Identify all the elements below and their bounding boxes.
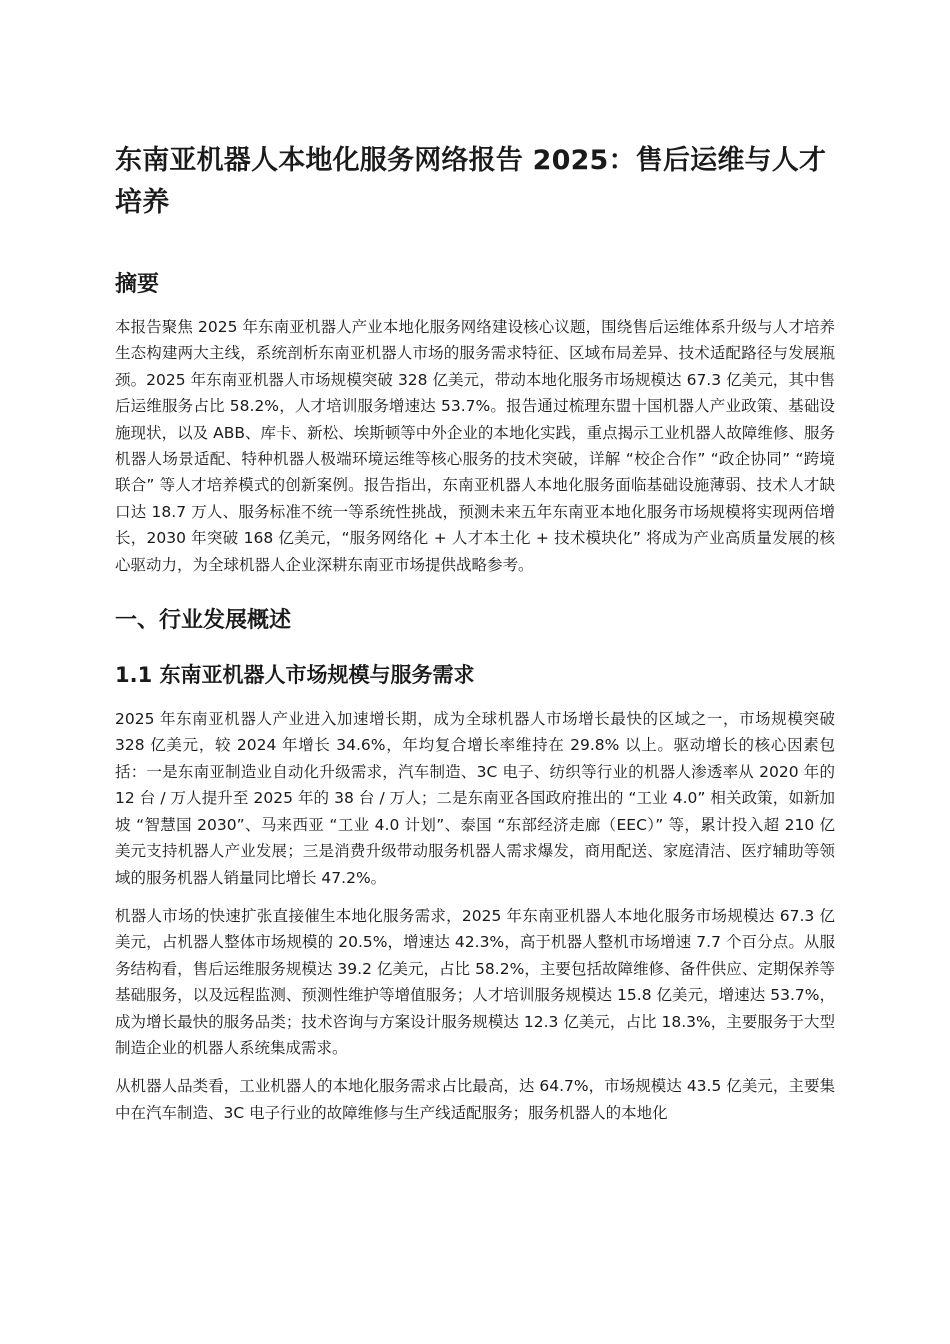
body-paragraph-service-demand: 机器人市场的快速扩张直接催生本地化服务需求，2025 年东南亚机器人本地化服务市场规模达 67.3 亿美元，占机器人整体市场规模的 20.5%，增速达 42.3%，高于机器人整机市场增速 7.7 个百分点。从服务结构看，售后运维服务规模达 39.2 亿美元，占比 58.2%，主要包括故障维修、备件供应、定期保养等基础服务，以及远程监测、预测性维护等增值服务；人才培训服务规模达 15.8 亿美元，增速达 53.7%，成为增长最快的服务品类；技术咨询与方案设计服务规模达 12.3 亿美元，占比 18.3%，主要服务于大型制造企业的机器人系统集成需求。 [115, 906, 835, 1057]
document-title: 东南亚机器人本地化服务网络报告 2025：售后运维与人才培养 [115, 145, 827, 218]
subsection-heading-market-size: 1.1 东南亚机器人市场规模与服务需求 [115, 663, 475, 688]
body-paragraph-market-growth: 2025 年东南亚机器人产业进入加速增长期，成为全球机器人市场增长最快的区域之一，市场规模突破 328 亿美元，较 2024 年增长 34.6%，年均复合增长率维持在 29.8% 以上。驱动增长的核心因素包括：一是东南亚制造业自动化升级需求，汽车制造、3C 电子、纺织等行业的机器人渗透率从 2020 年的 12 台 / 万人提升至 2025 年的 38 台 / 万人；二是东南亚各国政府推出的 “工业 4.0” 相关政策，如新加坡 “智慧国 2030”、马来西亚 “工业 4.0 计划”、泰国 “东部经济走廊（EEC）” 等，累计投入超 210 亿美元支持机器人产业发展；三是消费升级带动服务机器人需求爆发，商用配送、家庭清洁、医疗辅助等领域的服务机器人销量同比增长 47.2%。 [115, 710, 835, 887]
body-paragraph-robot-category: 从机器人品类看，工业机器人的本地化服务需求占比最高，达 64.7%，市场规模达 43.5 亿美元，主要集中在汽车制造、3C 电子行业的故障维修与生产线适配服务；服务机器人的本地化 [115, 1077, 835, 1122]
abstract-heading: 摘要 [115, 272, 160, 297]
section-heading-industry-overview: 一、行业发展概述 [115, 608, 292, 634]
abstract-paragraph: 本报告聚焦 2025 年东南亚机器人产业本地化服务网络建设核心议题，围绕售后运维体系升级与人才培养生态构建两大主线，系统剖析东南亚机器人市场的服务需求特征、区域布局差异、技术适配路径与发展瓶颈。2025 年东南亚机器人市场规模突破 328 亿美元，带动本地化服务市场规模达 67.3 亿美元，其中售后运维服务占比 58.2%，人才培训服务增速达 53.7%。报告通过梳理东盟十国机器人产业政策、基础设施现状，以及 ABB、库卡、新松、埃斯顿等中外企业的本地化实践，重点揭示工业机器人故障维修、服务机器人场景适配、特种机器人极端环境运维等核心服务的技术突破，详解 “校企合作” “政企协同” “跨境联合” 等人才培养模式的创新案例。报告指出，东南亚机器人本地化服务面临基础设施薄弱、技术人才缺口达 18.7 万人、服务标准不统一等系统性挑战，预测未来五年东南亚本地化服务市场规模将实现两倍增长，2030 年突破 168 亿美元，“服务网络化 + 人才本土化 + 技术模块化” 将成为产业高质量发展的核心驱动力，为全球机器人企业深耕东南亚市场提供战略参考。 [115, 318, 835, 574]
